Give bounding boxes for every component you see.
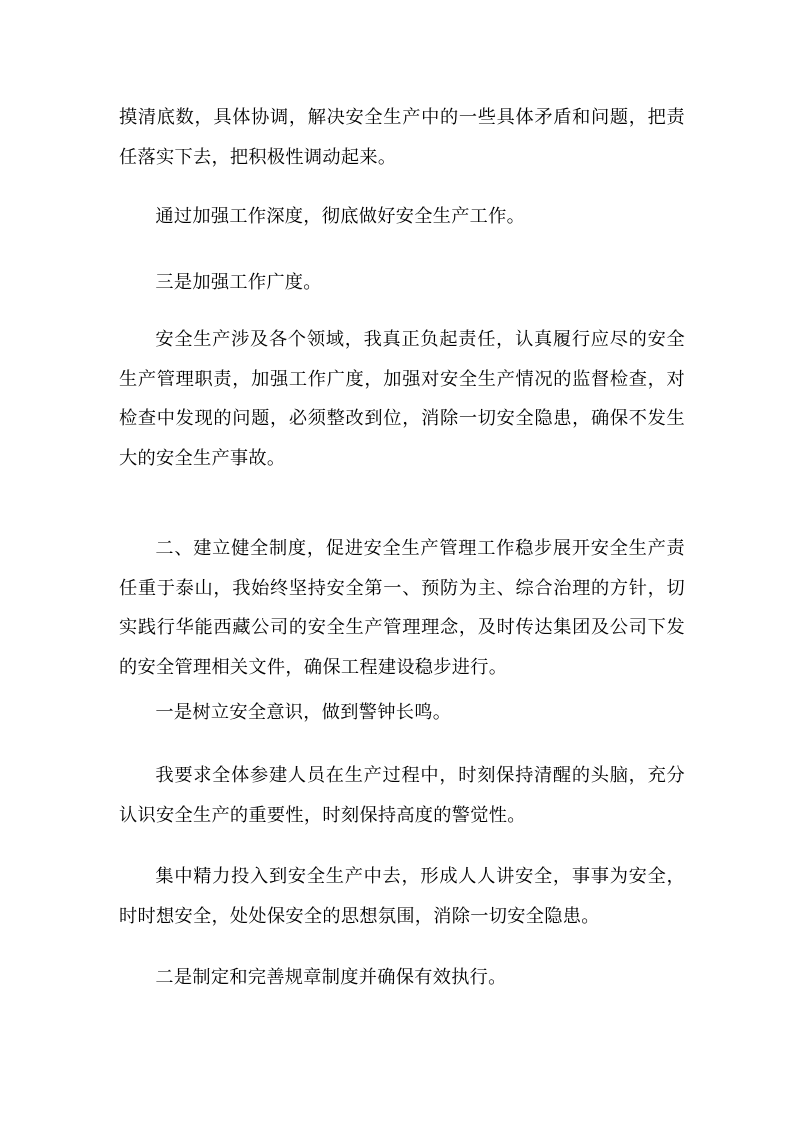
paragraph: 安全生产涉及各个领域，我真正负起责任，认真履行应尽的安全生产管理职责，加强工作广度，加强对安全生产情况的监督检查，对检查中发现的问题，必须整改到位，消除一切安全隐患，确保不发生大的安全生产事故。 (119, 329, 685, 469)
paragraph-continued: 摸清底数，具体协调，解决安全生产中的一些具体矛盾和问题，把责任落实下去，把积极性调动起来。 (119, 107, 685, 168)
paragraph-heading: 三是加强工作广度。 (155, 272, 322, 293)
paragraph: 我要求全体参建人员在生产过程中，时刻保持清醒的头脑，充分认识安全生产的重要性，时刻保持高度的警觉性。 (119, 765, 685, 826)
paragraph-section-heading: 二、建立健全制度，促进安全生产管理工作稳步展开安全生产责任重于泰山，我始终坚持安全第一、预防为主、综合治理的方针，切实践行华能西藏公司的安全生产管理理念，及时传达集团及公司下发的安全管理相关文件，确保工程建设稳步进行。 (119, 538, 685, 678)
paragraph-heading: 二是制定和完善规章制度并确保有效执行。 (155, 967, 507, 988)
paragraph: 通过加强工作深度，彻底做好安全生产工作。 (155, 206, 526, 227)
paragraph-heading: 一是树立安全意识，做到警钟长鸣。 (155, 702, 452, 723)
paragraph: 集中精力投入到安全生产中去，形成人人讲安全，事事为安全，时时想安全，处处保安全的思想氛围，消除一切安全隐患。 (119, 866, 685, 927)
